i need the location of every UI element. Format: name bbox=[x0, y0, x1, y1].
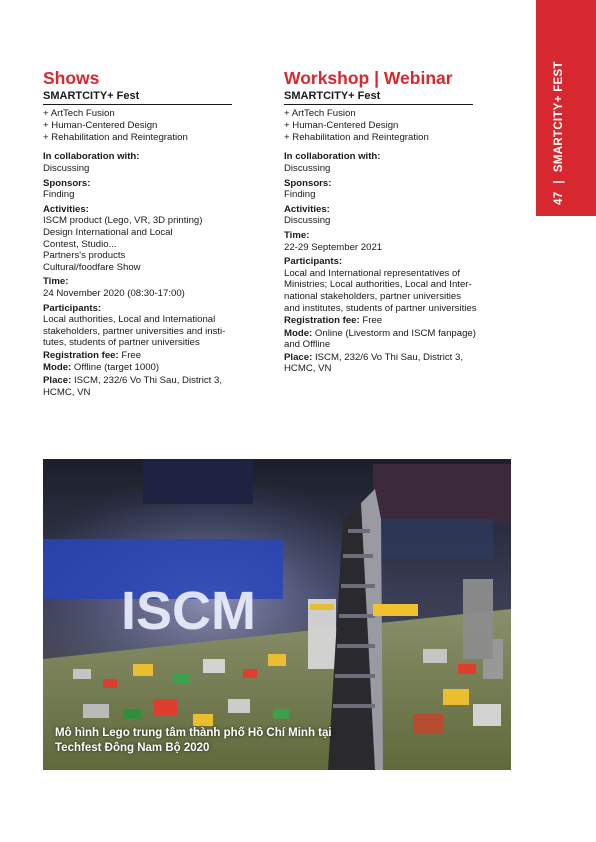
sponsors-label: Sponsors: bbox=[284, 177, 332, 189]
participants-line: Ministries; Local authorities, Local and Inter- bbox=[284, 279, 472, 291]
activities-line: Design International and Local bbox=[43, 226, 173, 238]
fee-value: Free bbox=[121, 349, 142, 361]
fee-value: Free bbox=[362, 315, 383, 327]
place-value-line2: HCMC, VN bbox=[284, 363, 332, 375]
collab-value: Discussing bbox=[43, 162, 90, 174]
fee-row bbox=[43, 350, 275, 362]
participants-line: stakeholders, partner universities and insti- bbox=[43, 325, 226, 337]
time-label: Time: bbox=[284, 229, 310, 241]
caption-line: Mô hình Lego trung tâm thành phố Hồ Chí Minh tại bbox=[55, 727, 332, 739]
activities-value: Discussing bbox=[284, 215, 331, 227]
sponsors-value: Finding bbox=[43, 189, 75, 201]
collab-label: In collaboration with: bbox=[43, 151, 140, 163]
tab-separator: | bbox=[553, 180, 565, 184]
fee-label: Registration fee: bbox=[43, 349, 119, 361]
place-value: ISCM, 232/6 Vo Thi Sau, District 3, bbox=[73, 375, 223, 387]
activities-line: ISCM product (Lego, VR, 3D printing) bbox=[43, 215, 203, 227]
theme-item: + Rehabilitation and Reintegration bbox=[43, 131, 188, 143]
theme-item: + ArtTech Fusion bbox=[43, 108, 115, 119]
place-label: Place: bbox=[284, 351, 313, 363]
participants-label: Participants: bbox=[284, 256, 343, 268]
place-row bbox=[43, 375, 275, 387]
section-tab-label bbox=[553, 61, 565, 205]
lego-city-photo bbox=[43, 459, 511, 770]
page-number: 47 bbox=[553, 191, 565, 205]
fee-row bbox=[284, 315, 520, 327]
mode-row bbox=[284, 328, 520, 340]
mode-row bbox=[43, 362, 275, 374]
photo-caption bbox=[55, 726, 415, 756]
mode-label: Mode: bbox=[284, 327, 313, 339]
place-row bbox=[284, 352, 520, 364]
place-label: Place: bbox=[43, 375, 72, 387]
mode-value-line2: and Offline bbox=[284, 339, 331, 351]
iscm-sign-text: ISCM bbox=[121, 581, 256, 641]
time-label: Time: bbox=[43, 276, 69, 288]
participants-line: national stakeholders, partner universities bbox=[284, 290, 462, 302]
place-value-line2: HCMC, VN bbox=[43, 386, 91, 398]
participants-line: and institutes, students of partner universities bbox=[284, 302, 477, 314]
section-name: SMARTCITY+ FEST bbox=[553, 61, 565, 173]
theme-item: + Human-Centered Design bbox=[284, 119, 399, 131]
activities-line: Cultural/foodfare Show bbox=[43, 261, 141, 273]
theme-item: + Human-Centered Design bbox=[43, 119, 158, 131]
sponsors-label: Sponsors: bbox=[43, 177, 91, 189]
activities-label: Activities: bbox=[43, 203, 89, 215]
theme-item: + ArtTech Fusion bbox=[284, 108, 356, 119]
lego-city-illustration bbox=[43, 459, 511, 770]
collab-value: Discussing bbox=[284, 162, 331, 174]
mode-value: Offline (target 1000) bbox=[73, 362, 160, 374]
activities-label: Activities: bbox=[284, 203, 330, 215]
activities-line: Contest, Studio... bbox=[43, 238, 117, 250]
time-value: 22-29 September 2021 bbox=[284, 241, 383, 253]
mode-label: Mode: bbox=[43, 362, 72, 374]
workshop-title: Workshop | Webinar bbox=[284, 68, 453, 88]
workshop-column bbox=[284, 68, 520, 375]
participants-line: Local and International representatives of bbox=[284, 267, 460, 279]
workshop-themes bbox=[284, 108, 520, 143]
participants-line: Local authorities, Local and International bbox=[43, 314, 216, 326]
shows-title: Shows bbox=[43, 68, 100, 88]
mode-value: Online (Livestorm and ISCM fanpage) bbox=[314, 327, 476, 339]
place-value: ISCM, 232/6 Vo Thi Sau, District 3, bbox=[314, 351, 464, 363]
time-value: 24 November 2020 (08:30-17:00) bbox=[43, 287, 185, 299]
shows-column bbox=[43, 68, 275, 398]
fee-label: Registration fee: bbox=[284, 315, 360, 327]
section-tab bbox=[536, 0, 596, 216]
sponsors-value: Finding bbox=[284, 189, 316, 201]
shows-subtitle: SMARTCITY+ Fest bbox=[43, 89, 232, 105]
activities-line: Partners's products bbox=[43, 250, 126, 262]
caption-line: Techfest Đông Nam Bộ 2020 bbox=[55, 742, 210, 754]
participants-label: Participants: bbox=[43, 302, 102, 314]
participants-line: tutes, students of partner universities bbox=[43, 337, 200, 349]
workshop-subtitle: SMARTCITY+ Fest bbox=[284, 89, 473, 105]
shows-themes bbox=[43, 108, 275, 143]
theme-item: + Rehabilitation and Reintegration bbox=[284, 131, 429, 143]
collab-label: In collaboration with: bbox=[284, 151, 381, 163]
